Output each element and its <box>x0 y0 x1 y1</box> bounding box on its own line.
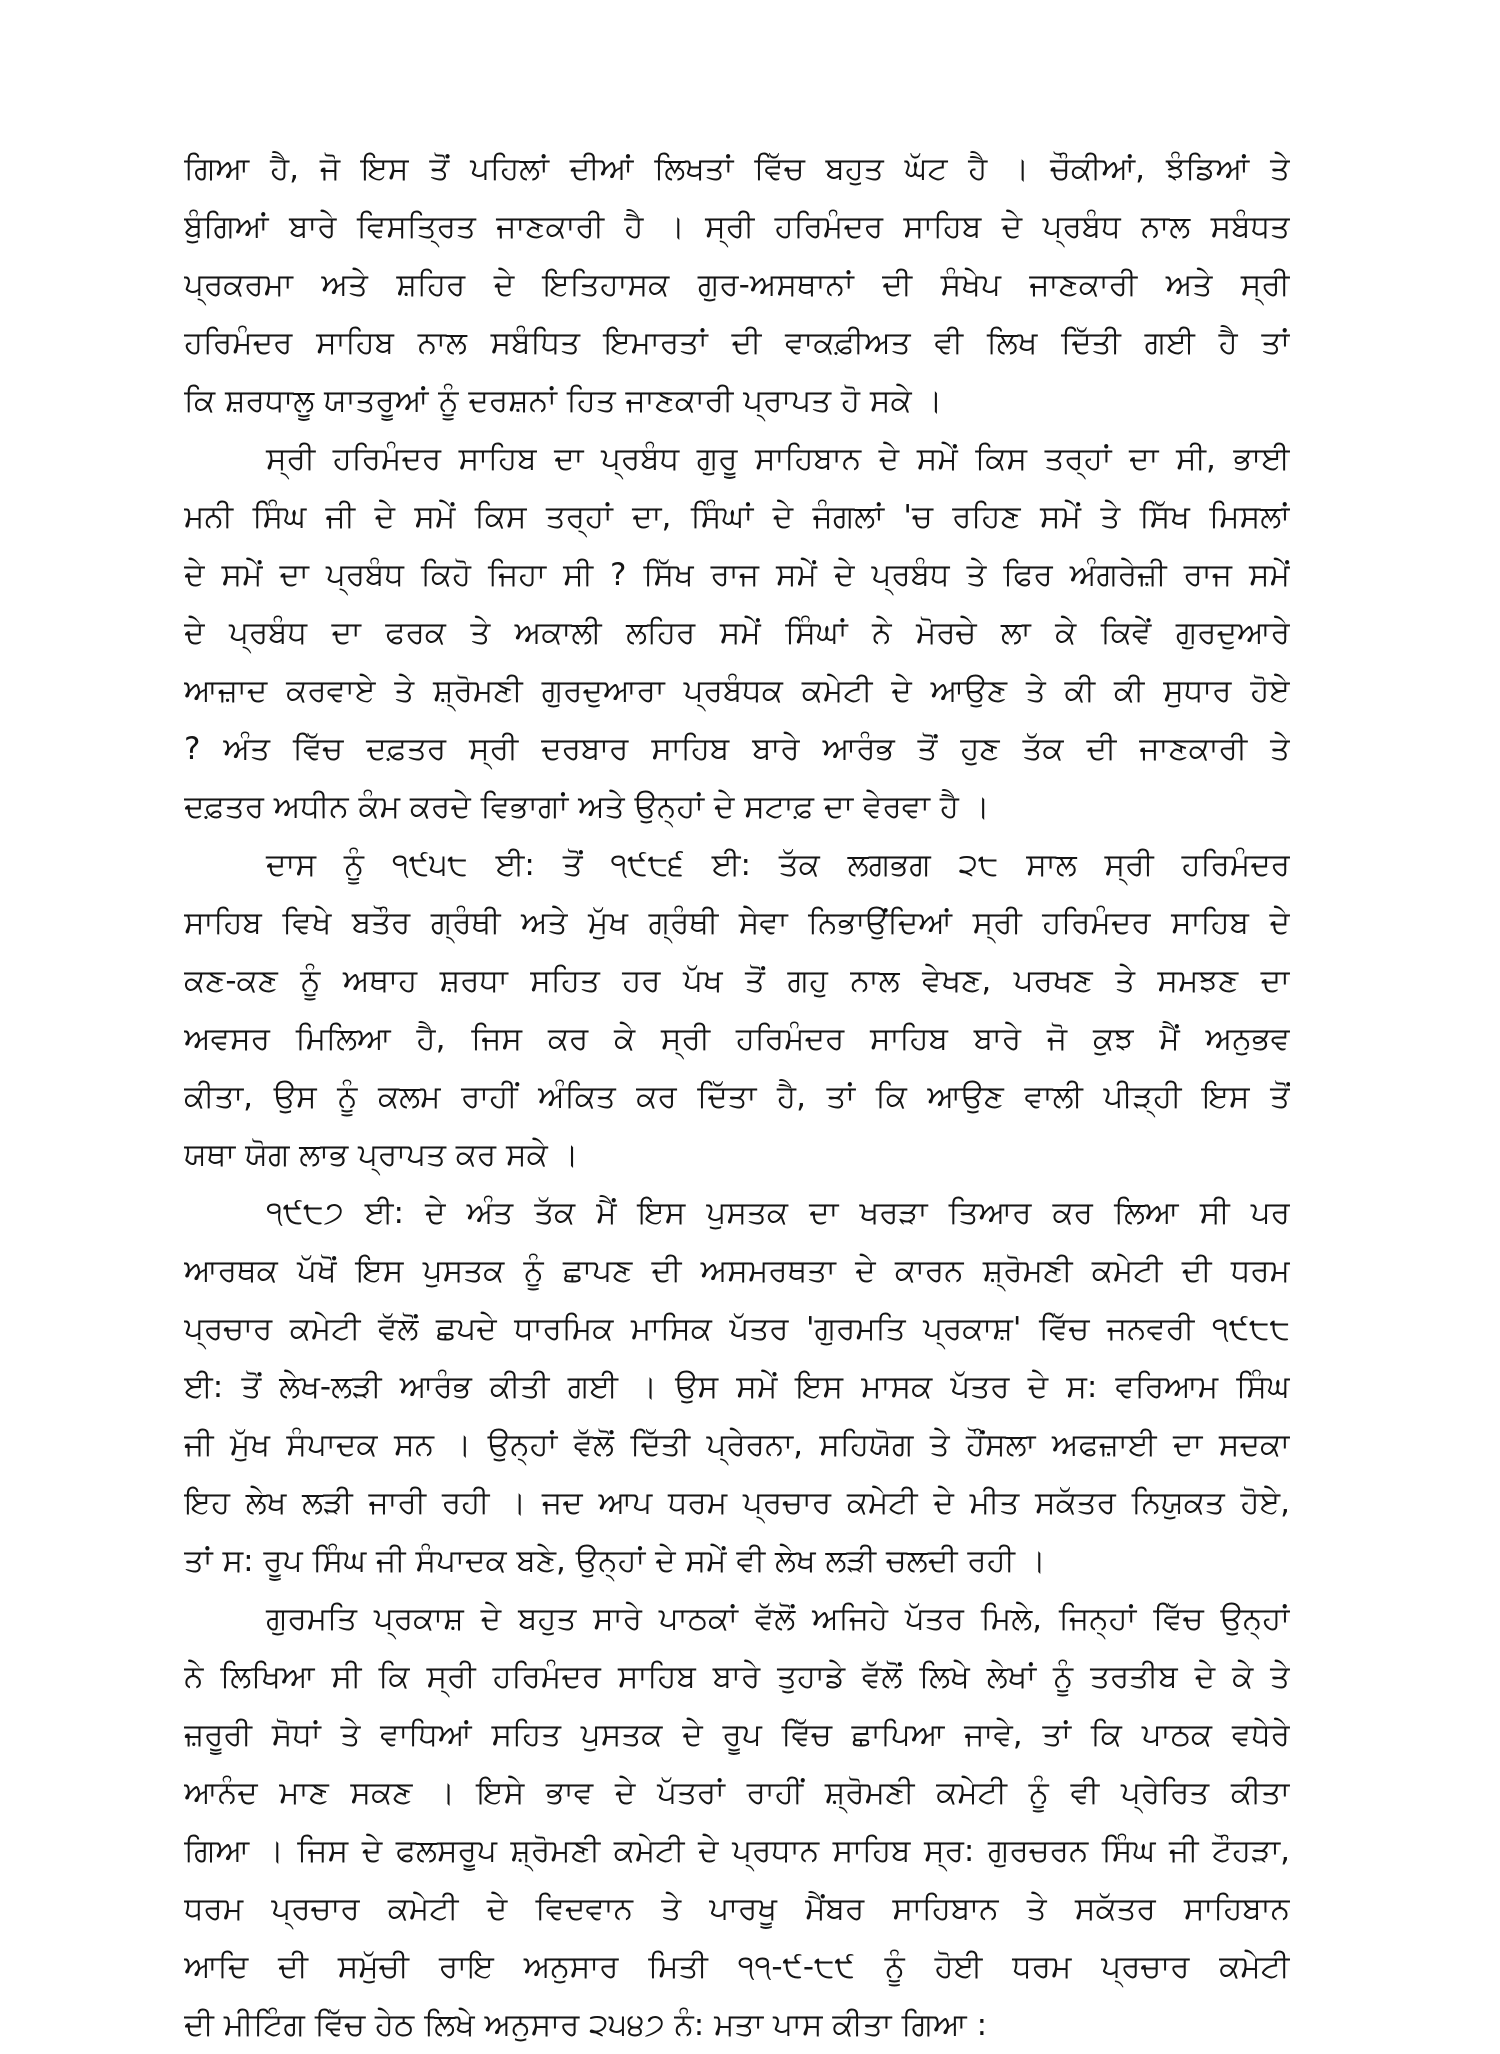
paragraph <box>184 836 1290 1184</box>
paragraph <box>184 140 1290 430</box>
text-line: ਹਰਿਮੰਦਰ ਸਾਹਿਬ ਨਾਲ ਸਬੰਧਿਤ ਇਮਾਰਤਾਂ ਦੀ ਵਾਕਫ਼ੀਅਤ ਵੀ ਲਿਖ ਦਿੱਤੀ ਗਈ ਹੈ ਤਾਂ <box>184 325 1290 361</box>
text-line: ਆਜ਼ਾਦ ਕਰਵਾਏ ਤੇ ਸ਼੍ਰੋਮਣੀ ਗੁਰਦੁਆਰਾ ਪ੍ਰਬੰਧਕ ਕਮੇਟੀ ਦੇ ਆਉਣ ਤੇ ਕੀ ਕੀ ਸੁਧਾਰ ਹੋਏ <box>184 673 1290 709</box>
text-line: ਦਾਸ ਨੂੰ ੧੯੫੮ ਈ: ਤੋਂ ੧੯੮੬ ਈ: ਤੱਕ ਲਗਭਗ ੨੮ ਸਾਲ ਸ੍ਰੀ ਹਰਿਮੰਦਰ <box>266 847 1290 883</box>
body-text <box>184 140 1290 2054</box>
text-line: ਸ੍ਰੀ ਹਰਿਮੰਦਰ ਸਾਹਿਬ ਦਾ ਪ੍ਰਬੰਧ ਗੁਰੂ ਸਾਹਿਬਾਨ ਦੇ ਸਮੇਂ ਕਿਸ ਤਰ੍ਹਾਂ ਦਾ ਸੀ, ਭਾਈ <box>266 441 1290 477</box>
text-line: ਅਵਸਰ ਮਿਲਿਆ ਹੈ, ਜਿਸ ਕਰ ਕੇ ਸ੍ਰੀ ਹਰਿਮੰਦਰ ਸਾਹਿਬ ਬਾਰੇ ਜੋ ਕੁਝ ਮੈਂ ਅਨੁਭਵ <box>184 1021 1290 1057</box>
text-line: ਯਥਾ ਯੋਗ ਲਾਭ ਪ੍ਰਾਪਤ ਕਰ ਸਕੇ । <box>184 1137 579 1173</box>
text-line: ਦਫ਼ਤਰ ਅਧੀਨ ਕੰਮ ਕਰਦੇ ਵਿਭਾਗਾਂ ਅਤੇ ਉਨ੍ਹਾਂ ਦੇ ਸਟਾਫ਼ ਦਾ ਵੇਰਵਾ ਹੈ । <box>184 789 990 825</box>
text-line: ਬੁੰਗਿਆਂ ਬਾਰੇ ਵਿਸਤ੍ਰਿਤ ਜਾਣਕਾਰੀ ਹੈ । ਸ੍ਰੀ ਹਰਿਮੰਦਰ ਸਾਹਿਬ ਦੇ ਪ੍ਰਬੰਧ ਨਾਲ ਸਬੰਧਤ <box>184 209 1290 245</box>
text-line: ਦੇ ਪ੍ਰਬੰਧ ਦਾ ਫਰਕ ਤੇ ਅਕਾਲੀ ਲਹਿਰ ਸਮੇਂ ਸਿੰਘਾਂ ਨੇ ਮੋਰਚੇ ਲਾ ਕੇ ਕਿਵੇਂ ਗੁਰਦੁਆਰੇ <box>184 615 1290 651</box>
text-line: ਨੇ ਲਿਖਿਆ ਸੀ ਕਿ ਸ੍ਰੀ ਹਰਿਮੰਦਰ ਸਾਹਿਬ ਬਾਰੇ ਤੁਹਾਡੇ ਵੱਲੋਂ ਲਿਖੇ ਲੇਖਾਂ ਨੂੰ ਤਰਤੀਬ ਦੇ ਕੇ ਤੇ <box>184 1659 1290 1695</box>
text-line: ਸਾਹਿਬ ਵਿਖੇ ਬਤੌਰ ਗ੍ਰੰਥੀ ਅਤੇ ਮੁੱਖ ਗ੍ਰੰਥੀ ਸੇਵਾ ਨਿਭਾਉਂਦਿਆਂ ਸ੍ਰੀ ਹਰਿਮੰਦਰ ਸਾਹਿਬ ਦੇ <box>184 905 1290 941</box>
text-line: ਮਨੀ ਸਿੰਘ ਜੀ ਦੇ ਸਮੇਂ ਕਿਸ ਤਰ੍ਹਾਂ ਦਾ, ਸਿੰਘਾਂ ਦੇ ਜੰਗਲਾਂ 'ਚ ਰਹਿਣ ਸਮੇਂ ਤੇ ਸਿੱਖ ਮਿਸਲਾਂ <box>184 499 1290 535</box>
text-line: ੧੯੮੭ ਈ: ਦੇ ਅੰਤ ਤੱਕ ਮੈਂ ਇਸ ਪੁਸਤਕ ਦਾ ਖਰੜਾ ਤਿਆਰ ਕਰ ਲਿਆ ਸੀ ਪਰ <box>266 1195 1290 1231</box>
text-line: ਗੁਰਮਤਿ ਪ੍ਰਕਾਸ਼ ਦੇ ਬਹੁਤ ਸਾਰੇ ਪਾਠਕਾਂ ਵੱਲੋਂ ਅਜਿਹੇ ਪੱਤਰ ਮਿਲੇ, ਜਿਨ੍ਹਾਂ ਵਿੱਚ ਉਨ੍ਹਾਂ <box>266 1601 1290 1637</box>
text-line: ਤਾਂ ਸ: ਰੂਪ ਸਿੰਘ ਜੀ ਸੰਪਾਦਕ ਬਣੇ, ਉਨ੍ਹਾਂ ਦੇ ਸਮੇਂ ਵੀ ਲੇਖ ਲੜੀ ਚਲਦੀ ਰਹੀ । <box>184 1543 1046 1579</box>
text-line: ਦੀ ਮੀਟਿੰਗ ਵਿੱਚ ਹੇਠ ਲਿਖੇ ਅਨੁਸਾਰ ੨੫੪੭ ਨੰ: ਮਤਾ ਪਾਸ ਕੀਤਾ ਗਿਆ : <box>184 2007 988 2043</box>
text-line: ਆਰਥਕ ਪੱਖੋਂ ਇਸ ਪੁਸਤਕ ਨੂੰ ਛਾਪਣ ਦੀ ਅਸਮਰਥਤਾ ਦੇ ਕਾਰਨ ਸ਼੍ਰੋਮਣੀ ਕਮੇਟੀ ਦੀ ਧਰਮ <box>184 1253 1290 1289</box>
text-line: ਜ਼ਰੂਰੀ ਸੋਧਾਂ ਤੇ ਵਾਧਿਆਂ ਸਹਿਤ ਪੁਸਤਕ ਦੇ ਰੂਪ ਵਿੱਚ ਛਾਪਿਆ ਜਾਵੇ, ਤਾਂ ਕਿ ਪਾਠਕ ਵਧੇਰੇ <box>184 1717 1290 1753</box>
text-line: ਧਰਮ ਪ੍ਰਚਾਰ ਕਮੇਟੀ ਦੇ ਵਿਦਵਾਨ ਤੇ ਪਾਰਖੂ ਮੈਂਬਰ ਸਾਹਿਬਾਨ ਤੇ ਸਕੱਤਰ ਸਾਹਿਬਾਨ <box>184 1891 1290 1927</box>
text-line: ? ਅੰਤ ਵਿੱਚ ਦਫ਼ਤਰ ਸ੍ਰੀ ਦਰਬਾਰ ਸਾਹਿਬ ਬਾਰੇ ਆਰੰਭ ਤੋਂ ਹੁਣ ਤੱਕ ਦੀ ਜਾਣਕਾਰੀ ਤੇ <box>184 731 1290 767</box>
text-line: ਦੇ ਸਮੇਂ ਦਾ ਪ੍ਰਬੰਧ ਕਿਹੋ ਜਿਹਾ ਸੀ ? ਸਿੱਖ ਰਾਜ ਸਮੇਂ ਦੇ ਪ੍ਰਬੰਧ ਤੇ ਫਿਰ ਅੰਗਰੇਜ਼ੀ ਰਾਜ ਸਮੇਂ <box>184 557 1290 593</box>
text-line: ਆਨੰਦ ਮਾਣ ਸਕਣ । ਇਸੇ ਭਾਵ ਦੇ ਪੱਤਰਾਂ ਰਾਹੀਂ ਸ਼੍ਰੋਮਣੀ ਕਮੇਟੀ ਨੂੰ ਵੀ ਪ੍ਰੇਰਿਤ ਕੀਤਾ <box>184 1775 1290 1811</box>
text-line: ਇਹ ਲੇਖ ਲੜੀ ਜਾਰੀ ਰਹੀ । ਜਦ ਆਪ ਧਰਮ ਪ੍ਰਚਾਰ ਕਮੇਟੀ ਦੇ ਮੀਤ ਸਕੱਤਰ ਨਿਯੁਕਤ ਹੋਏ, <box>184 1485 1290 1521</box>
text-line: ਈ: ਤੋਂ ਲੇਖ-ਲੜੀ ਆਰੰਭ ਕੀਤੀ ਗਈ । ਉਸ ਸਮੇਂ ਇਸ ਮਾਸਕ ਪੱਤਰ ਦੇ ਸ: ਵਰਿਆਮ ਸਿੰਘ <box>184 1369 1290 1405</box>
text-line: ਪ੍ਰਕਰਮਾ ਅਤੇ ਸ਼ਹਿਰ ਦੇ ਇਤਿਹਾਸਕ ਗੁਰ-ਅਸਥਾਨਾਂ ਦੀ ਸੰਖੇਪ ਜਾਣਕਾਰੀ ਅਤੇ ਸ੍ਰੀ <box>184 267 1290 303</box>
text-line: ਕਣ-ਕਣ ਨੂੰ ਅਥਾਹ ਸ਼ਰਧਾ ਸਹਿਤ ਹਰ ਪੱਖ ਤੋਂ ਗਹੁ ਨਾਲ ਵੇਖਣ, ਪਰਖਣ ਤੇ ਸਮਝਣ ਦਾ <box>184 963 1290 999</box>
text-line: ਕੀਤਾ, ਉਸ ਨੂੰ ਕਲਮ ਰਾਹੀਂ ਅੰਕਿਤ ਕਰ ਦਿੱਤਾ ਹੈ, ਤਾਂ ਕਿ ਆਉਣ ਵਾਲੀ ਪੀੜ੍ਹੀ ਇਸ ਤੋਂ <box>184 1079 1290 1115</box>
text-line: ਜੀ ਮੁੱਖ ਸੰਪਾਦਕ ਸਨ । ਉਨ੍ਹਾਂ ਵੱਲੋਂ ਦਿੱਤੀ ਪ੍ਰੇਰਨਾ, ਸਹਿਯੋਗ ਤੇ ਹੌਂਸਲਾ ਅਫਜ਼ਾਈ ਦਾ ਸਦਕਾ <box>184 1427 1290 1463</box>
paragraph <box>184 430 1290 836</box>
text-line: ਗਿਆ । ਜਿਸ ਦੇ ਫਲਸਰੂਪ ਸ਼੍ਰੋਮਣੀ ਕਮੇਟੀ ਦੇ ਪ੍ਰਧਾਨ ਸਾਹਿਬ ਸ੍ਰ: ਗੁਰਚਰਨ ਸਿੰਘ ਜੀ ਟੌਹੜਾ, <box>184 1833 1290 1869</box>
text-line: ਗਿਆ ਹੈ, ਜੋ ਇਸ ਤੋਂ ਪਹਿਲਾਂ ਦੀਆਂ ਲਿਖਤਾਂ ਵਿੱਚ ਬਹੁਤ ਘੱਟ ਹੈ । ਚੌਕੀਆਂ, ਝੰਡਿਆਂ ਤੇ <box>184 151 1290 187</box>
text-line: ਕਿ ਸ਼ਰਧਾਲੂ ਯਾਤਰੂਆਂ ਨੂੰ ਦਰਸ਼ਨਾਂ ਹਿਤ ਜਾਣਕਾਰੀ ਪ੍ਰਾਪਤ ਹੋ ਸਕੇ । <box>184 383 943 419</box>
paragraph <box>184 1184 1290 1590</box>
text-line: ਆਦਿ ਦੀ ਸਮੁੱਚੀ ਰਾਇ ਅਨੁਸਾਰ ਮਿਤੀ ੧੧-੯-੮੯ ਨੂੰ ਹੋਈ ਧਰਮ ਪ੍ਰਚਾਰ ਕਮੇਟੀ <box>184 1949 1290 1985</box>
text-line: ਪ੍ਰਚਾਰ ਕਮੇਟੀ ਵੱਲੋਂ ਛਪਦੇ ਧਾਰਮਿਕ ਮਾਸਿਕ ਪੱਤਰ 'ਗੁਰਮਤਿ ਪ੍ਰਕਾਸ਼' ਵਿੱਚ ਜਨਵਰੀ ੧੯੮੮ <box>184 1311 1290 1347</box>
paragraph <box>184 1590 1290 2054</box>
